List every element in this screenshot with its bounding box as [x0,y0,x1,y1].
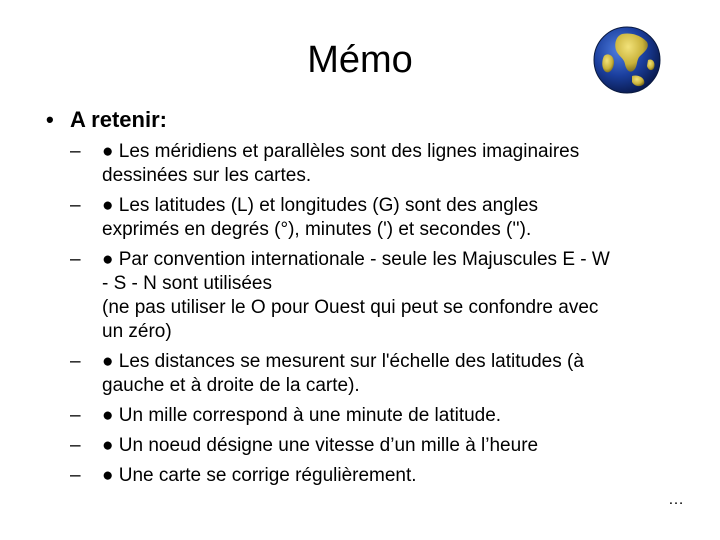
text-line: ● Les distances se mesurent sur l'échelle des latitudes (à [102,351,584,372]
text-line: (ne pas utiliser le O pour Ouest qui peut se confondre avec [102,297,599,318]
text-line: - S - N sont utilisées [102,273,272,294]
list-item [70,140,710,188]
globe-icon [592,26,662,94]
list-item-text [102,248,710,344]
dash-marker: – [70,465,81,486]
list-item [70,350,710,398]
text-line: ● Une carte se corrige régulièrement. [102,465,417,486]
text-line: dessinées sur les cartes. [102,165,312,186]
list-item-text [102,140,710,188]
list-item-text [102,434,710,458]
text-line: ● Par convention internationale - seule les Majuscules E - W [102,249,610,270]
text-line: ● Un mille correspond à une minute de latitude. [102,405,502,426]
list-item-text [102,194,710,242]
dash-marker: – [70,195,81,216]
text-line: ● Les latitudes (L) et longitudes (G) sont des angles [102,195,539,216]
list-item-text [102,350,710,398]
main-bullet-label: A retenir: [70,107,167,132]
dash-marker: – [70,405,81,426]
text-line: gauche et à droite de la carte). [102,375,360,396]
dash-marker: – [70,351,81,372]
dash-marker: – [70,249,81,270]
dash-marker: – [70,435,81,456]
text-line: exprimés en degrés (°), minutes (') et secondes (''). [102,219,532,240]
continuation-ellipsis: … [668,491,684,508]
text-line: ● Un noeud désigne une vitesse d’un mille à l’heure [102,435,539,456]
list-item [70,464,710,488]
dash-marker: – [70,141,81,162]
bullet-marker: • [46,107,54,132]
text-line: un zéro) [102,321,172,342]
list-item [70,434,710,458]
page-title: Mémo [307,39,413,81]
list-item-text [102,404,710,428]
text-line: ● Les méridiens et parallèles sont des lignes imaginaires [102,141,580,162]
list-item [70,194,710,242]
memo-list [70,140,710,494]
list-item [70,248,710,344]
list-item [70,404,710,428]
list-item-text [102,464,710,488]
